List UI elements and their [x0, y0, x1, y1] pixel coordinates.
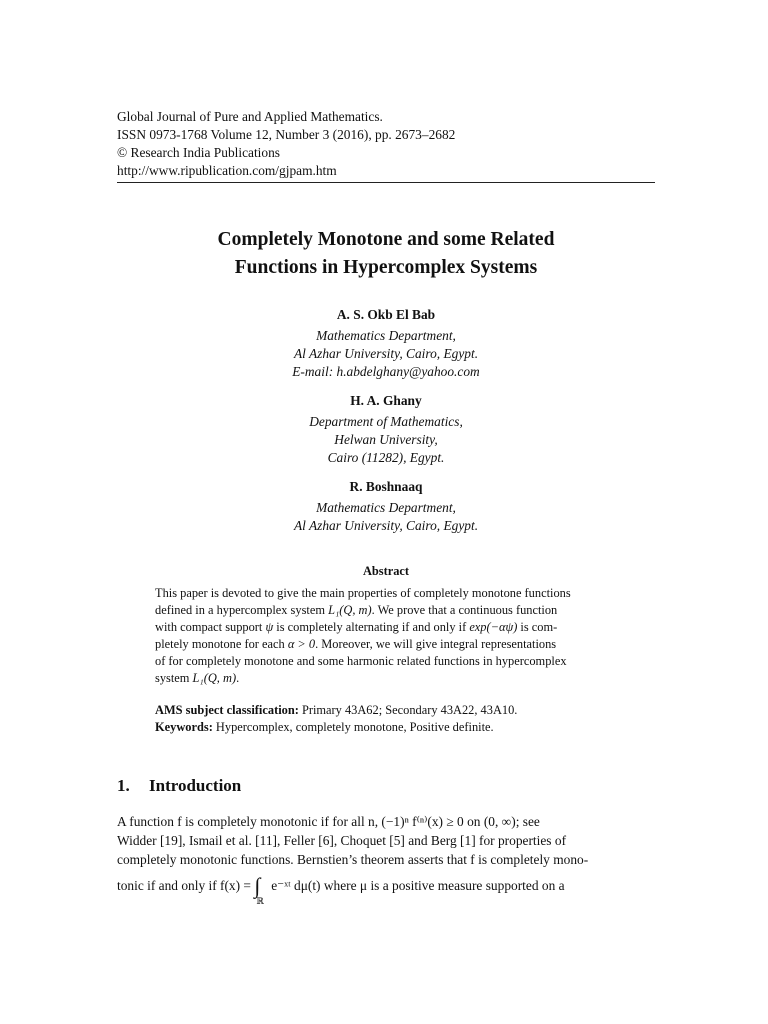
author-name: H. A. Ghany	[350, 393, 422, 408]
section-heading-introduction	[117, 776, 241, 796]
math-expression: exp(−αψ)	[469, 620, 518, 634]
author-address: Cairo (11282), Egypt.	[327, 450, 445, 465]
abstract-line: with compact support ψ is completely alternating if and only if exp(−αψ) is com-	[155, 620, 558, 634]
journal-url[interactable]: http://www.ripublication.com/gjpam.htm	[117, 163, 337, 178]
abstract-line: of for completely monotone and some harmonic related functions in hypercomplex	[155, 654, 567, 668]
keywords-label: Keywords:	[155, 720, 213, 734]
abstract-body	[155, 585, 617, 687]
paper-title	[117, 226, 655, 282]
copyright-line: © Research India Publications	[117, 145, 281, 160]
keywords	[155, 719, 617, 736]
journal-header	[117, 108, 655, 180]
integral-sign: ∫	[254, 873, 261, 898]
abstract-line: defined in a hypercomplex system L₁(Q, m). We prove that a continuous function	[155, 603, 558, 617]
author-block-1	[117, 306, 655, 381]
ams-value: Primary 43A62; Secondary 43A22, 43A10.	[298, 703, 518, 717]
title-line-1: Completely Monotone and some Related	[217, 229, 555, 250]
math-expression: α > 0	[287, 637, 316, 651]
intro-line: completely monotonic functions. Bernstien’s theorem asserts that f is completely mono-	[117, 852, 589, 867]
author-institution: Helwan University,	[334, 432, 438, 447]
abstract-line: This paper is devoted to give the main properties of completely monotone functions	[155, 586, 571, 600]
journal-name: Global Journal of Pure and Applied Mathematics.	[117, 109, 383, 124]
abstract-line: system L₁(Q, m).	[155, 671, 240, 685]
title-line-2: Functions in Hypercomplex Systems	[234, 257, 538, 278]
author-block-3	[117, 478, 655, 535]
math-expression: L₁(Q, m)	[192, 671, 237, 685]
author-department: Department of Mathematics,	[309, 414, 463, 429]
ams-label: AMS subject classification:	[155, 703, 299, 717]
math-expression: ψ	[265, 620, 274, 634]
abstract-line: pletely monotone for each α > 0. Moreover, we will give integral representations	[155, 637, 557, 651]
author-email[interactable]: E-mail: h.abdelghany@yahoo.com	[292, 364, 480, 379]
author-name: A. S. Okb El Bab	[336, 307, 436, 322]
classification-block	[155, 702, 617, 736]
author-institution: Al Azhar University, Cairo, Egypt.	[293, 346, 479, 361]
author-department: Mathematics Department,	[316, 328, 456, 343]
integral-subscript: ℝ	[256, 896, 264, 906]
introduction-body	[117, 812, 655, 906]
section-title: Introduction	[149, 776, 242, 795]
ams-classification	[155, 702, 617, 719]
author-name: R. Boshnaaq	[349, 479, 423, 494]
author-block-2	[117, 392, 655, 467]
abstract-heading: Abstract	[362, 564, 410, 578]
math-expression: L₁(Q, m)	[328, 603, 372, 617]
intro-line: tonic if and only if $f(x) = \int_ℝ$ e⁻ˣᵗ dμ(t) where μ is a positive measure supported on a	[117, 873, 565, 906]
header-rule	[117, 182, 655, 183]
author-department: Mathematics Department,	[316, 500, 456, 515]
intro-line: A function f is completely monotonic if for all n, (−1)ⁿ f⁽ⁿ⁾(x) ≥ 0 on (0, ∞); see	[117, 814, 540, 829]
author-institution: Al Azhar University, Cairo, Egypt.	[293, 518, 479, 533]
section-number: 1.	[117, 776, 130, 795]
keywords-value: Hypercomplex, completely monotone, Positive definite.	[212, 720, 494, 734]
intro-line: Widder [19], Ismail et al. [11], Feller [6], Choquet [5] and Berg [1] for properties of	[117, 833, 567, 848]
issn-line: ISSN 0973-1768 Volume 12, Number 3 (2016), pp. 2673–2682	[117, 127, 456, 142]
